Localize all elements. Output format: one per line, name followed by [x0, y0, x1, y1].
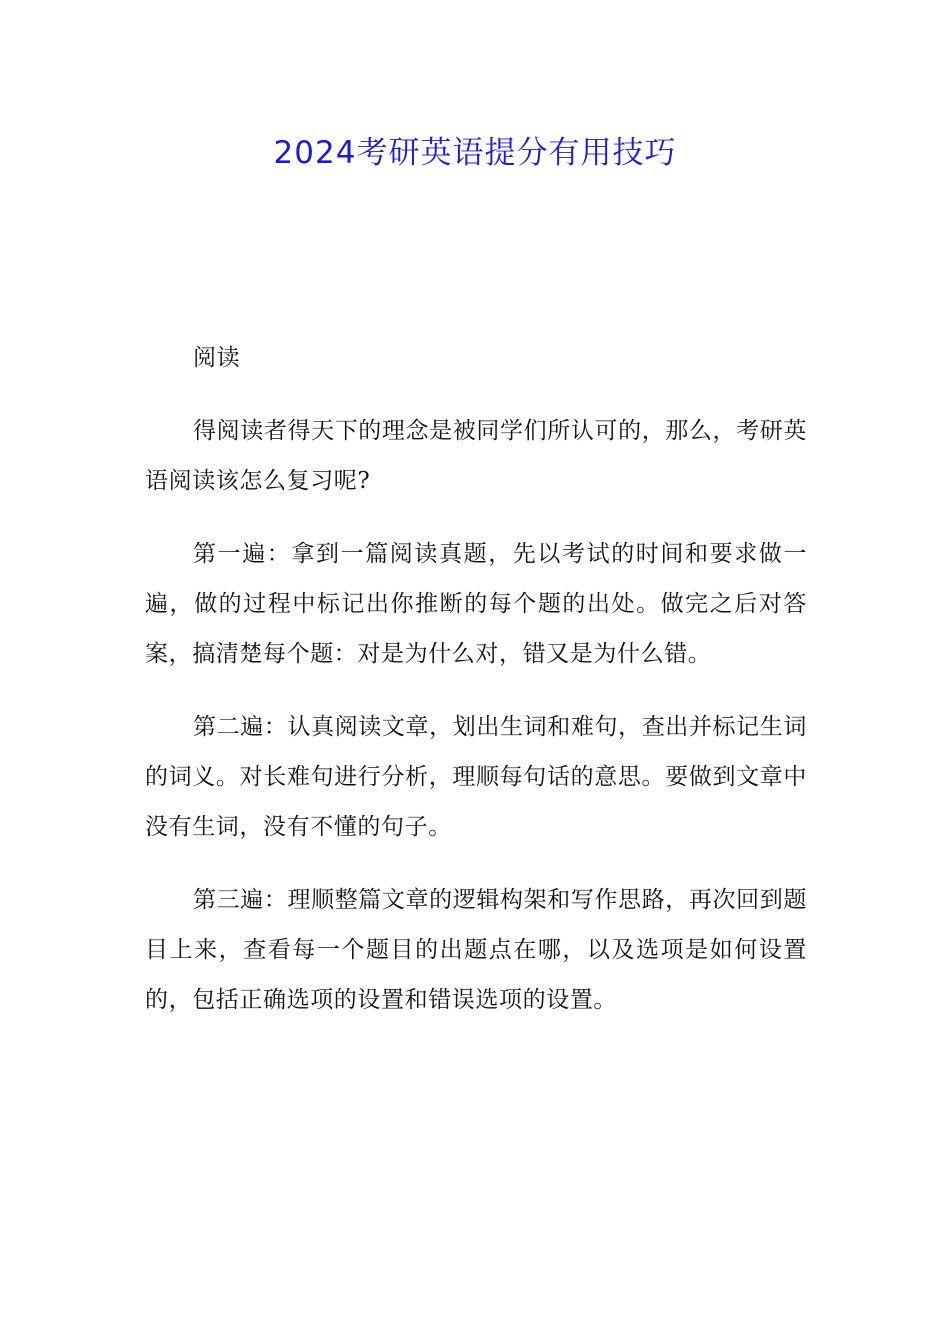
paragraph-second-pass: 第二遍：认真阅读文章，划出生词和难句，查出并标记生词的词义。对长难句进行分析，理顺每句话的意思。要做到文章中没有生词，没有不懂的句子。: [145, 714, 807, 840]
section-heading-reading: 阅读: [193, 345, 241, 371]
document-title: 2024考研英语提分有用技巧: [273, 135, 677, 171]
document-body: [145, 333, 807, 1025]
paragraph-intro: 得阅读者得天下的理念是被同学们所认可的，那么，考研英语阅读该怎么复习呢?: [145, 418, 807, 494]
paragraph-third-pass: 第三遍：理顺整篇文章的逻辑构架和写作思路，再次回到题目上来，查看每一个题目的出题点在哪，以及选项是如何设置的，包括正确选项的设置和错误选项的设置。: [145, 887, 807, 1013]
paragraph-first-pass: 第一遍：拿到一篇阅读真题，先以考试的时间和要求做一遍，做的过程中标记出你推断的每个题的出处。做完之后对答案，搞清楚每个题：对是为什么对，错又是为什么错。: [145, 541, 807, 667]
